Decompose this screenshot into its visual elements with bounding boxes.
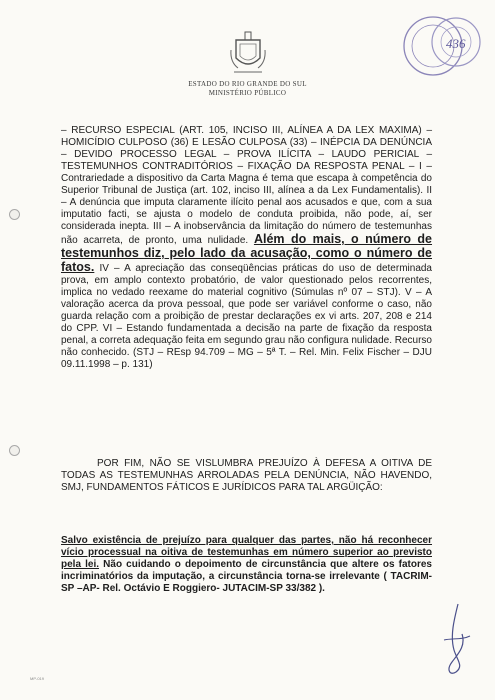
citation-text-part2: IV – A apreciação das conseqüências práticas do uso de determinada prova, em amplo contexto probatório, de valor questionado pelos recorrentes, implica no vedado reexame do material cognitivo (Súmulas nº 07 – STJ). V – A valoração acerca da prova pessoal, que pode ser variável conforme o caso, não guarda relação com a proibição de prestar declarações ex vi arts. 207, 208 e 214 do CPP. VI – Estando fundamentada a decisão na parte de fixação da resposta penal, a correta adequação feita em segundo grau não configura nulidade. Recurso não conhecido. (STJ – REsp 94.709 – MG – 5ª T. – Rel. Min. Felix Fischer – DJU 09.11.1998 – p. 131) (61, 263, 432, 370)
conclusion-paragraph (61, 458, 432, 494)
handwritten-signature (436, 600, 476, 680)
letterhead-state: ESTADO DO RIO GRANDE DO SUL (188, 80, 307, 88)
letterhead-office: MINISTÉRIO PÚBLICO (208, 89, 287, 97)
punch-hole-bottom (9, 445, 20, 456)
final-citation (61, 535, 432, 595)
final-underlined: Salvo existência de prejuízo para qualquer das partes, não há reconhecer vício processual na oitiva de testemunhas em número superior ao previsto pela lei. (61, 535, 432, 570)
punch-hole-top (9, 209, 20, 220)
letterhead (0, 80, 495, 98)
final-rest: Não cuidando o depoimento de circunstância que altere os fatores incriminatórios da imputação, a circunstância torna-se irrelevante ( TACRIM-SP –AP- Rel. Octávio E Roggiero- JUTACIM-SP 33/382 ). (61, 559, 432, 594)
stamp-number: 436 (446, 36, 466, 51)
form-code: MP-019 (30, 676, 45, 681)
citation-highlight: Além do mais, o número de testemunhos diz, pelo lado da acusação, como o número de fatos. (61, 232, 433, 274)
jurisprudence-citation (61, 125, 432, 371)
citation-text-part1: – RECURSO ESPECIAL (ART. 105, INCISO III, ALÍNEA A DA LEX MAXIMA) – HOMICÍDIO CULPOSO (36) E LESÃO CULPOSA (33) – INÉPCIA DA DENÚNCIA – DEVIDO PROCESSO LEGAL – PROVA ILÍCITA – LAUDO PERICIAL – TESTEMUNHOS CONTRADITÓRIOS – FIXAÇÃO DA RESPOSTA PENAL – I – Contrariedade a dispositivo da Carta Magna é tema que escapa à competência do Superior Tribunal de Justiça (art. 102, inciso III, alínea a da Lex Fundamentalis). II – A denúncia que imputa claramente ilícito penal aos acusados e que, com a sua imputatio facti, se ajusta o modelo de conduta proibida, não pode, aí, ser considerada inepta. III – A inobservância da limitação do número de testemunhas não acarreta, de pronto, uma nulidade. (61, 125, 432, 246)
conclusion-text: POR FIM, NÃO SE VISLUMBRA PREJUÍZO À DEFESA A OITIVA DE TODAS AS TESTEMUNHAS ARROLADAS PELA DENÚNCIA, NÃO HAVENDO, SMJ, FUNDAMENTOS FÁTICOS E JURÍDICOS PARA TAL ARGÜIÇÃO: (61, 458, 432, 493)
official-stamp (400, 10, 486, 80)
state-coat-of-arms (228, 30, 268, 76)
